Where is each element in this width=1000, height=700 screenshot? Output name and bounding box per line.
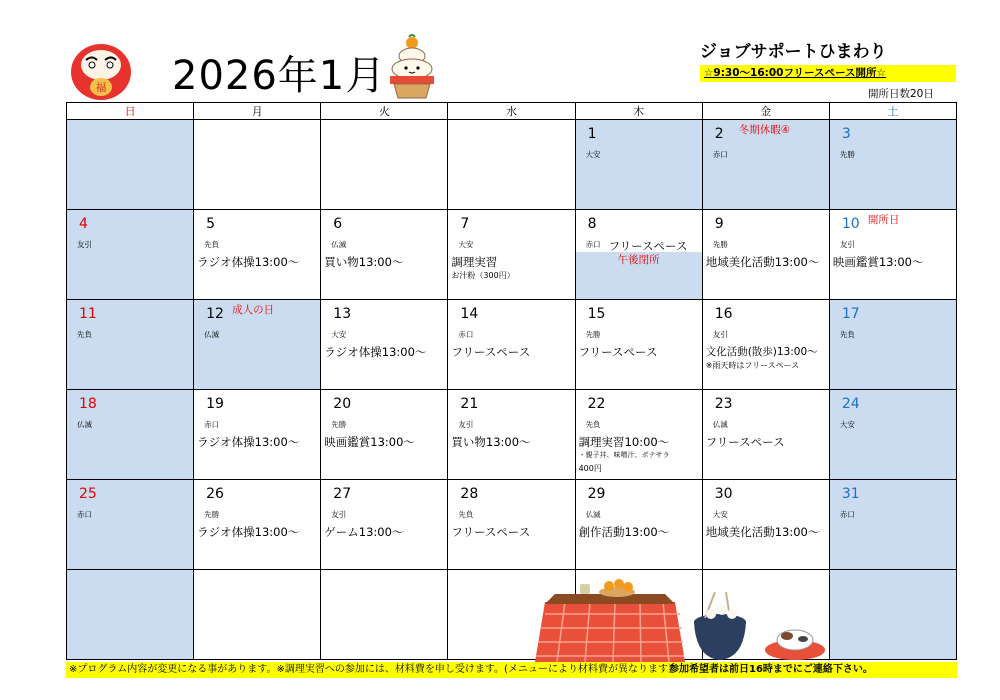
day-number: 24 [841,396,860,412]
empty-day-cell [321,120,448,210]
day-cell-12 [194,300,321,390]
day-number: 20 [333,396,352,412]
rokuyo-label: 先勝 [204,510,220,519]
daruma-icon [68,38,134,102]
calendar-week [67,390,957,480]
calendar-week [67,300,957,390]
rokuyo-label: 仏滅 [712,420,728,429]
rokuyo-label: 友引 [458,420,474,429]
rokuyo-label: 先勝 [585,330,601,339]
day-cell-31 [829,480,956,570]
activity-label: 調理実習 [451,255,498,269]
activity-label: 映画鑑賞13:00～ [324,435,415,449]
day-number: 30 [714,486,733,502]
activity-note: お汁粉（300円） [451,271,515,280]
activity-label: ラジオ体操13:00～ [324,345,427,359]
day-cell-26 [194,480,321,570]
day-number: 15 [587,306,606,322]
day-cell-14 [448,300,575,390]
footer-contact-notice: 参加希望者は前日16時までにご連絡下さい。 [669,664,873,675]
kotatsu-illustration [525,572,835,664]
rokuyo-label: 仏滅 [585,510,601,519]
opening-hours-banner: ☆9:30～16:00フリースペース開所☆ [700,65,956,82]
rokuyo-label: 友引 [77,240,92,249]
day-cell-23 [702,390,829,480]
day-cell-28 [448,480,575,570]
day-number: 27 [333,486,352,502]
day-number: 26 [206,486,224,502]
kagami-mochi-icon [382,34,442,100]
day-cell-6 [321,210,448,300]
rokuyo-label: 先勝 [331,420,347,429]
weekday-fri: 金 [702,103,829,120]
calendar-week [67,210,957,300]
day-number: 14 [460,306,479,322]
day-cell-16 [702,300,829,390]
rokuyo-label: 友引 [331,510,347,519]
day-cell-27 [321,480,448,570]
day-cell-25 [67,480,194,570]
page-title: 2026年1月 [172,53,387,99]
day-cell-15 [575,300,702,390]
day-cell-21 [448,390,575,480]
day-number: 28 [460,486,479,502]
rokuyo-label: 赤口 [585,240,601,249]
activity-label: 創作活動13:00～ [578,525,670,539]
day-cell-30 [702,480,829,570]
day-number: 12 [206,306,224,322]
activity-label: ラジオ体操13:00～ [197,255,300,269]
rokuyo-label: 仏滅 [204,330,220,339]
activity-label: フリースペース [451,525,531,539]
rokuyo-label: 友引 [839,240,855,249]
weekday-wed: 水 [448,103,575,120]
day-cell-1 [575,120,702,210]
empty-day-cell [194,120,321,210]
activity-label: 映画鑑賞13:00～ [832,255,924,269]
rokuyo-label: 先負 [839,330,855,339]
activity-label: 買い物13:00～ [451,435,531,449]
activity-label: ラジオ体操13:00～ [197,525,300,539]
activity-label: 買い物13:00～ [324,255,404,269]
empty-day-cell [829,570,956,660]
day-cell-3 [829,120,956,210]
day-number: 21 [460,396,479,412]
footer-notice [66,662,957,678]
svg-text:福: 福 [95,81,107,94]
weekday-header-row [67,103,957,120]
rokuyo-label: 大安 [458,240,474,249]
day-cell-2 [702,120,829,210]
footer-program-notice: ※プログラム内容が変更になる事があります。※調理実習への参加には、材料費を申し受けます。(メニューにより材料費が異なります） [69,664,678,675]
day-number: 22 [587,396,606,412]
day-cell-10 [829,210,956,300]
day-number: 16 [714,306,733,322]
day-number: 18 [79,396,97,412]
day-cell-24 [829,390,956,480]
day-number: 1 [587,126,597,142]
day-cell-4 [67,210,194,300]
empty-day-cell [67,570,194,660]
rokuyo-label: 仏滅 [77,420,92,429]
rokuyo-label: 先勝 [712,240,728,249]
empty-day-cell [67,120,194,210]
rokuyo-label: 赤口 [204,420,220,429]
activity-label: フリースペース [608,239,688,253]
rokuyo-label: 大安 [585,150,601,159]
rokuyo-label: 赤口 [712,150,728,159]
day-number: 10 [841,216,860,232]
day-number: 13 [333,306,352,322]
rokuyo-label: 先負 [458,510,474,519]
day-number: 5 [206,216,216,232]
activity-label: 地域美化活動13:00～ [705,525,820,539]
calendar-week [67,120,957,210]
event-label: 冬期休暇④ [738,124,791,136]
event-label: 成人の日 [232,304,275,316]
day-cell-5 [194,210,321,300]
activity-label: 文化活動(散歩)13:00～ [705,346,818,358]
day-cell-20 [321,390,448,480]
day-number: 9 [714,216,724,232]
rokuyo-label: 赤口 [839,510,855,519]
rokuyo-label: 大安 [839,420,855,429]
activity-label: フリースペース [578,345,658,359]
activity-label: フリースペース [705,435,785,449]
activity-label: ラジオ体操13:00～ [197,435,300,449]
weekday-sat: 土 [829,103,956,120]
activity-label: 調理実習10:00～ [578,435,670,449]
rokuyo-label: 赤口 [77,510,92,519]
day-number: 7 [460,216,470,232]
organization-name: ジョブサポートひまわり [700,42,887,62]
weekday-thu: 木 [575,103,702,120]
empty-day-cell [321,570,448,660]
day-cell-17 [829,300,956,390]
rokuyo-label: 先負 [204,240,220,249]
day-number: 31 [841,486,860,502]
day-cell-13 [321,300,448,390]
weekday-tue: 火 [321,103,448,120]
day-number: 11 [79,306,97,322]
day-cell-19 [194,390,321,480]
day-cell-9 [702,210,829,300]
empty-day-cell [194,570,321,660]
day-number: 3 [841,126,851,142]
activity-label: 地域美化活動13:00～ [705,255,820,269]
rokuyo-label: 大安 [331,330,347,339]
weekday-sun: 日 [67,103,194,120]
day-number: 25 [79,486,97,502]
rokuyo-label: 先勝 [839,150,855,159]
event-label: 開所日 [867,214,900,226]
day-number: 23 [714,396,733,412]
day-number: 4 [79,216,88,232]
day-cell-29 [575,480,702,570]
open-days-count: 開所日数20日 [868,88,934,100]
weekday-mon: 月 [194,103,321,120]
day-number: 17 [841,306,860,322]
activity-price: 400円 [578,464,602,473]
activity-label: ゲーム13:00～ [324,525,404,539]
activity-label: フリースペース [451,345,531,359]
day-number: 2 [714,126,724,142]
event-label: 午後閉所 [617,254,660,266]
day-cell-8 [575,210,702,300]
day-cell-22 [575,390,702,480]
rokuyo-label: 仏滅 [331,240,347,249]
day-number: 19 [206,396,224,412]
rokuyo-label: 友引 [712,330,728,339]
empty-day-cell [448,120,575,210]
day-cell-18 [67,390,194,480]
rokuyo-label: 赤口 [458,330,474,339]
rokuyo-label: 先負 [77,330,92,339]
day-number: 8 [587,216,597,232]
rokuyo-label: 先負 [585,420,601,429]
day-cell-7 [448,210,575,300]
rokuyo-label: 大安 [712,510,728,519]
day-number: 29 [587,486,606,502]
activity-note: ・親子丼、味噌汁、ポテサラ [578,451,670,459]
calendar-week [67,480,957,570]
activity-note: ※雨天時はフリースペース [705,361,800,370]
day-cell-11 [67,300,194,390]
day-number: 6 [333,216,343,232]
